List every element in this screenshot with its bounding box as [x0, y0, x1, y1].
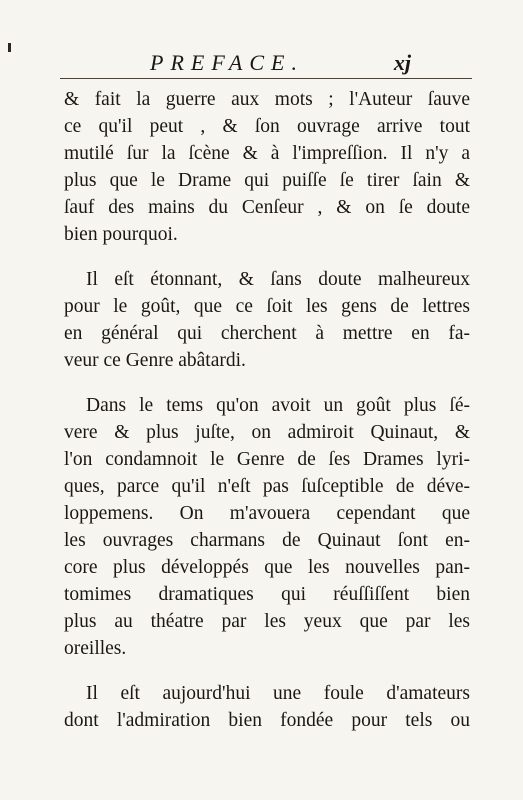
- text-line: Il eſt étonnant, & ſans doute malheureux: [86, 269, 470, 290]
- text-line: Dans le tems qu'on avoit un goût plus ſé-: [86, 395, 470, 416]
- text-line: l'on condamnoit le Genre de ſes Drames lyri-: [64, 449, 470, 470]
- text-line: bien pourquoi.: [64, 224, 178, 245]
- page-header: [0, 46, 523, 82]
- text-line: plus que le Drame qui puiſſe ſe tirer ſain &: [64, 170, 470, 191]
- text-line: core plus développés que les nouvelles pan-: [64, 557, 470, 578]
- text-line: ques, parce qu'il n'eſt pas ſuſceptible de déve-: [64, 476, 470, 497]
- text-line: mutilé ſur la ſcène & à l'impreſſion. Il n'y a: [64, 143, 470, 164]
- body-text: [64, 86, 470, 734]
- text-line: Il eſt aujourd'hui une foule d'amateurs: [86, 683, 470, 704]
- paragraph-2: [64, 266, 470, 374]
- text-line: tomimes dramatiques qui réuſſiſſent bien: [64, 584, 470, 605]
- text-line: vere & plus juſte, on admiroit Quinaut, &: [64, 422, 470, 443]
- text-line: en général qui cherchent à mettre en fa-: [64, 323, 470, 344]
- text-line: ce qu'il peut , & ſon ouvrage arrive tout: [64, 116, 470, 137]
- paragraph-4: [64, 680, 470, 734]
- page-number: xj: [393, 50, 411, 75]
- text-line: oreilles.: [64, 638, 127, 659]
- text-line: plus au théatre par les yeux que par les: [64, 611, 470, 632]
- paragraph-1: [64, 86, 470, 248]
- paragraph-3: [64, 392, 470, 662]
- text-line: & fait la guerre aux mots ; l'Auteur ſauve: [64, 89, 470, 110]
- text-line: veur ce Genre abâtardi.: [64, 350, 246, 371]
- text-line: ſauf des mains du Cenſeur , & on ſe doute: [64, 197, 470, 218]
- text-line: loppemens. On m'avouera cependant que: [64, 503, 470, 524]
- text-line: dont l'admiration bien fondée pour tels ou: [64, 710, 470, 731]
- text-line: pour le goût, que ce ſoit les gens de lettres: [64, 296, 470, 317]
- running-title: PREFACE.: [150, 50, 304, 75]
- text-line: les ouvrages charmans de Quinaut ſont en-: [64, 530, 470, 551]
- header-rule: [60, 78, 472, 79]
